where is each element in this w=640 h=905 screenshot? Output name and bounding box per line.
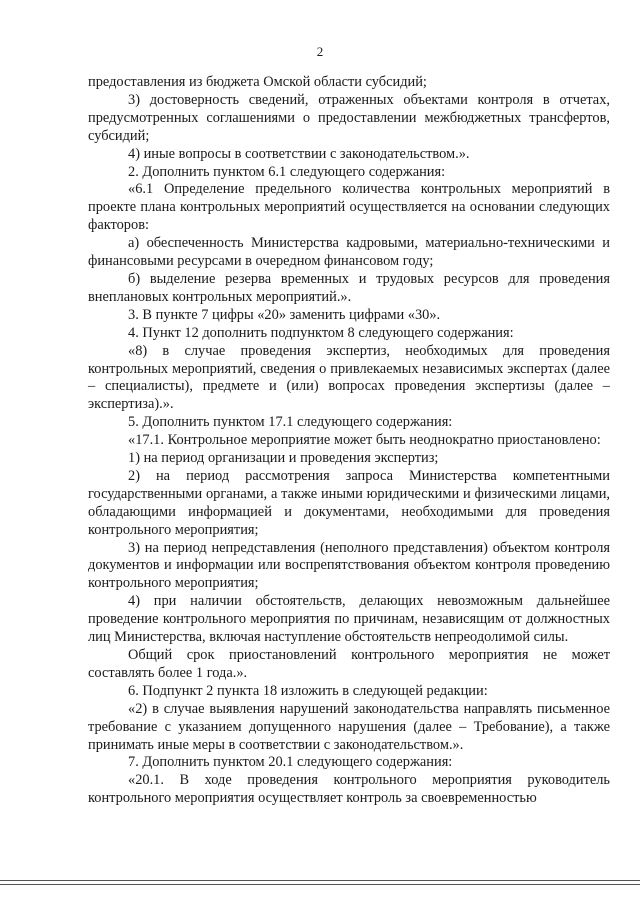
- paragraph: 1) на период организации и проведения экспертиз;: [128, 450, 439, 467]
- page-divider: [0, 880, 640, 881]
- paragraph: 3) достоверность сведений, отраженных объектами контроля в отчетах, предусмотренных соглашениями о предоставлении межбюджетных трансфертов, субсидий;: [88, 91, 610, 144]
- paragraph: 4) при наличии обстоятельств, делающих невозможным дальнейшее проведение контрольного мероприятия по причинам, независящим от должностных лиц Министерства, включая наступление обстоятельств непреодолимой силы.: [88, 593, 610, 646]
- paragraph: «20.1. В ходе проведения контрольного мероприятия руководитель контрольного мероприятия осуществляет контроль за своевременностью: [88, 772, 610, 807]
- paragraph: 3. В пункте 7 цифры «20» заменить цифрами «30».: [128, 306, 441, 323]
- paragraph: «17.1. Контрольное мероприятие может быть неоднократно приостановлено:: [128, 432, 601, 449]
- paragraph: 4. Пункт 12 дополнить подпунктом 8 следующего содержания:: [128, 324, 514, 341]
- paragraph: 2) на период рассмотрения запроса Министерства компетентными государственными органами, а также иными юридическими и физическими лицами, обладающими информацией и документами, необходимыми для проведения контрольного мероприятия;: [88, 467, 610, 538]
- paragraph: 6. Подпункт 2 пункта 18 изложить в следующей редакции:: [128, 682, 488, 699]
- paragraph: «6.1 Определение предельного количества контрольных мероприятий в проекте плана контрольных мероприятий осуществляется на основании следующих факторов:: [88, 181, 610, 234]
- page-number: 2: [316, 44, 324, 59]
- document-body: [88, 74, 610, 808]
- paragraph: Общий срок приостановлений контрольного мероприятия не может составлять более 1 года.».: [88, 647, 610, 681]
- paragraph: «8) в случае проведения экспертиз, необходимых для проведения контрольных мероприятий, сведения о привлекаемых независимых экспертах (далее – специалисты), предмете и (или) вопросах проведения экспертизы (далее – экспертиза).».: [88, 342, 610, 413]
- paragraph: 5. Дополнить пунктом 17.1 следующего содержания:: [128, 414, 453, 431]
- paragraph: 3) на период непредставления (неполного представления) объектом контроля документов и информации или воспрепятствования объектом контроля проведению контрольного мероприятия;: [88, 539, 610, 592]
- paragraph: 2. Дополнить пунктом 6.1 следующего содержания:: [128, 163, 446, 180]
- paragraph: предоставления из бюджета Омской области субсидий;: [88, 74, 427, 90]
- page-divider-2: [0, 884, 640, 885]
- paragraph: б) выделение резерва временных и трудовых ресурсов для проведения внеплановых контрольных мероприятий.».: [88, 270, 610, 305]
- paragraph: «2) в случае выявления нарушений законодательства направлять письменное требование с указанием допущенного нарушения (далее – Требование), а также принимать иные меры в соответствии с законодательством.».: [88, 700, 610, 753]
- paragraph: а) обеспеченность Министерства кадровыми, материально-техническими и финансовыми ресурсами в очередном финансовом году;: [88, 235, 610, 270]
- paragraph: 4) иные вопросы в соответствии с законодательством.».: [128, 145, 470, 162]
- paragraph: 7. Дополнить пунктом 20.1 следующего содержания:: [128, 754, 453, 771]
